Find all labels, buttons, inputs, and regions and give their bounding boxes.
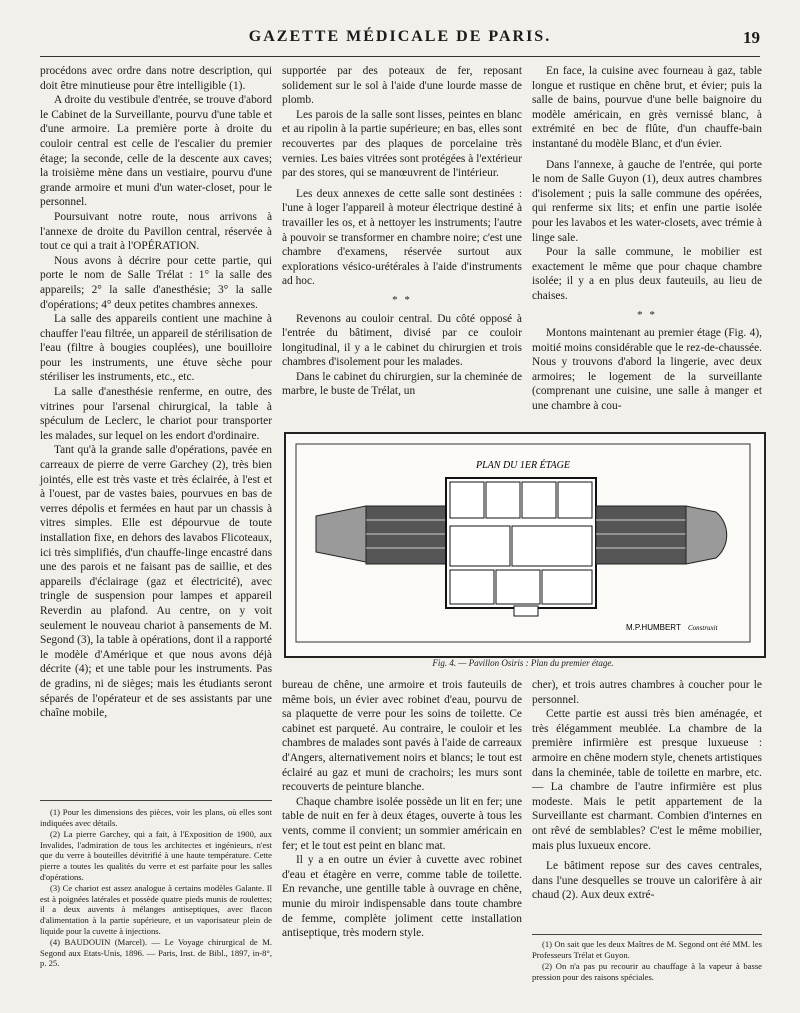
- figure-caption: Fig. 4. — Pavillon Osiris : Plan du premier étage.: [432, 658, 614, 668]
- page-header: [40, 28, 760, 50]
- paragraph: Les deux annexes de cette salle sont destinées : l'une à loger l'appareil à moteur électrique destiné à travailler les os, et à nettoyer les instruments; l'autre à pouvoir se transformer en chambre noire; c'est une chambre d'examens, réservée surtout aux explorations vésico-urétérales à l'aide d'instruments ad hoc.: [282, 187, 522, 288]
- paragraph: Revenons au couloir central. Du côté opposé à l'entrée du bâtiment, divisé par ce couloir longitudinal, il y a le cabinet du chirurgien et trois chambres d'isolement pour les malades.: [282, 312, 522, 369]
- floor-plan-figure: [284, 432, 766, 658]
- section-separator: * *: [392, 293, 412, 306]
- footnote: (4) BAUDOUIN (Marcel). — Le Voyage chirurgical de M. Segond aux Etats-Unis, 1896. — Paris, Inst. de Bibl., 1897, in-8°, p. 25.: [40, 937, 272, 969]
- paragraph: Nous avons à décrire pour cette partie, qui porte le nom de Salle Trélat : 1° la salle des appareils; 2° la salle d'anesthésie; 3° la salle d'opérations; 4° deux petites chambres annexes.: [40, 254, 272, 311]
- paragraph: Dans l'annexe, à gauche de l'entrée, qui porte le nom de Salle Guyon (1), deux autres chambres d'isolement ; puis la salle commune des opérées, qui renferme six lits; et enfin une partie isolée pour les lavabos et les water-closets, avec trémie à linge sale.: [532, 158, 762, 244]
- central-pavilion: [446, 478, 596, 616]
- paragraph: Tant qu'à la grande salle d'opérations, pavée en carreaux de pierre de verre Garchey (2), très bien jointés, elle est très vaste et très éclairée, à l'est et à l'ouest, par de vastes baies, pourvues en bas de verres dépolis et fermées en haut par un chassis à vitres simples. Elle est dépourvue de toute installation fixe, en dehors des lavabos Flicoteaux, ici très simplifiés, d'un chauffe-linge encastré dans une des parois et ne faisant pas de saillie, et des appareils d'éclairage (gaz et électricité), avec tringle de suspension pour lampes et appareil Reverdin au plafond. Au centre, on y voit seulement le nouveau chariot à pansements de M. Segond (3), la table à opérations, dont il a rapporté le modèle d'Amérique et que nous avons déjà décrite (4); et une table pour les instruments. Pas de gradins, ni de sièges; mais les étudiants seront séparés de l'opérateur et de ses assistants par une chaîne mobile,: [40, 444, 272, 720]
- footnote: (1) Pour les dimensions des pièces, voir les plans, où elles sont indiquées avec détails.: [40, 807, 272, 828]
- paragraph: Les parois de la salle sont lisses, peintes en blanc et au ripolin à la partie supérieure; en bas, elles sont recouvertes par des plaques de porcelaine très vernies. Les baies vitrées sont protégées à l'extérieur par des stores, qui se manœuvrent de l'intérieur.: [282, 108, 522, 180]
- paragraph: Poursuivant notre route, nous arrivons à l'annexe de droite du Pavillon central, réservée à tout ce qui a trait à l'OPÉRATION.: [40, 210, 272, 253]
- floor-plan-drawing: [286, 434, 760, 652]
- column-right-bottom: [532, 678, 762, 918]
- paragraph: A droite du vestibule d'entrée, se trouve d'abord le Cabinet de la Surveillante, pourvu d'une table et d'une armoire. La première porte à droite du couloir central est celle de l'escalier du premier étage; la seconde, celle de la descente aux caves; la troisième mène dans un vestiaire, pourvu d'une grande armoire et muni d'un water-closet, pour le personnel.: [40, 94, 272, 209]
- footnote: (3) Ce chariot est assez analogue à certains modèles Galante. Il est à poignées latérales et possède quatre pieds munis de roulettes; il a deux auvents à mélanges antiseptiques, avec flacon d'alimentation à la partie supérieure, et un vaporisateur plein de liquide pour la cuvette à injections.: [40, 883, 272, 936]
- paragraph: Le bâtiment repose sur des caves centrales, dans l'une desquelles se trouve un calorifère à air chaud (2). Aux deux extré-: [532, 860, 762, 902]
- paragraph: cher), et trois autres chambres à coucher pour le personnel.: [532, 679, 762, 706]
- paragraph: En face, la cuisine avec fourneau à gaz, table longue et rustique en chêne brut, et évier; puis la salle de bains, pourvue d'une belle baignoire du modèle américain, en grès vernissé blanc, à extrémité en bec de flûte, d'un chauffe-bain instantané du modèle Blanc, et d'un évier.: [532, 65, 762, 150]
- right-wing: [596, 506, 727, 564]
- architect-signature: M.P.HUMBERT: [626, 623, 681, 632]
- footnotes-right: [532, 934, 762, 982]
- section-separator: * *: [637, 308, 657, 321]
- paragraph: Pour la salle commune, le mobilier est exactement le même que pour chaque chambre isolée; il y a en plus deux fauteuils, au lieu de chaises.: [532, 246, 762, 302]
- paragraph: La salle des appareils contient une machine à chauffer l'eau filtrée, un appareil de stérilisation de l'eau (filtre à bougies couplées), une bouilloire pour les instruments, une étuve sèche pour stériliser les instruments, etc., etc.: [40, 313, 272, 384]
- paragraph: supportée par des poteaux de fer, reposant solidement sur le sol à l'aide d'une lourde masse de plomb.: [282, 65, 522, 107]
- page-number: 19: [743, 28, 760, 47]
- paragraph: Dans le cabinet du chirurgien, sur la cheminée de marbre, le buste de Trélat, un: [282, 370, 522, 398]
- column-left: [40, 64, 272, 788]
- paragraph: procédons avec ordre dans notre description, qui doit être minutieuse pour être intelligible (1).: [40, 65, 272, 92]
- column-right-top: [532, 64, 762, 424]
- paragraph: Montons maintenant au premier étage (Fig. 4), moitié moins considérable que le rez-de-chaussée. Nous y trouvons d'abord la lingerie, avec deux armoires; le logement de la surveillante (comprenant une cuisine, une salle à manger et une chambre à cou-: [532, 327, 762, 413]
- left-wing: [316, 506, 446, 564]
- footnote: (2) On n'a pas pu recourir au chauffage à la vapeur à basse pression pour des raisons spéciales.: [532, 961, 762, 982]
- paragraph: La salle d'anesthésie renferme, en outre, des vitrines pour l'arsenal chirurgical, la table à spéculum de Leclerc, le chariot pour transporter les malades, sur lequel on les endort d'ordinaire.: [40, 386, 272, 442]
- column-middle-bottom: [282, 678, 522, 968]
- plan-title: PLAN DU 1ER ÉTAGE: [476, 460, 570, 471]
- architect-signature-suffix: Construxit: [688, 624, 718, 632]
- paragraph: Il y a en outre un évier à cuvette avec robinet d'eau et étagère en verre, comme table de toilette. En revanche, une gentille table à ouvrage en chêne, munie du miroir indispensable dans toute chambre de femme, complète joliment cette installation antiseptique, très modern style.: [282, 854, 522, 940]
- paragraph: Chaque chambre isolée possède un lit en fer; une table de nuit en fer à deux étages, ouverte à tous les vents, comme il convient; un sommier américain en fer; et le tout est peint en blanc mat.: [282, 795, 522, 852]
- header-rule: [40, 56, 760, 57]
- paragraph: bureau de chêne, une armoire et trois fauteuils de même bois, un évier avec robinet d'eau, pourvu de sa plaquette de verre pour les soins de toilette. Ce cabinet est parqueté. Au contraire, le couloir et les chambres de malades sont pavés à l'aide de carreaux d'Angers, alternativement noirs et blancs; le tout est éclairé au gaz et muni de crachoirs; les murs sont recouverts de peinture blanche.: [282, 679, 522, 794]
- journal-title: GAZETTE MÉDICALE DE PARIS.: [248, 28, 552, 45]
- footnote: (1) On sait que les deux Maîtres de M. Segond ont été MM. les Professeurs Trélat et Guyon.: [532, 939, 762, 960]
- footnotes-left: [40, 800, 272, 997]
- column-middle-top: [282, 64, 522, 424]
- footnote: (2) La pierre Garchey, qui a fait, à l'Exposition de 1900, aux Invalides, l'admiration de tous les architectes et ingénieurs, n'est que du verre à bouteilles dévitrifié à une haute température. Cette pierre a toutes les qualités du verre et est parfaite pour les salles d'opérations.: [40, 829, 272, 882]
- paragraph: Cette partie est aussi très bien aménagée, et très élégamment meublée. La chambre de la première infirmière est presque luxueuse : armoire en chêne modern style, chenets artistiques dans la cheminée, table de toilette en marbre, etc. — La chambre de l'autre infirmière est plus modeste. Mais le petit appartement de la Surveillante est charmant. Combien d'internes en ont rêvé de semblables? C'est le même mobilier, mais plus luxueux encore.: [532, 708, 762, 852]
